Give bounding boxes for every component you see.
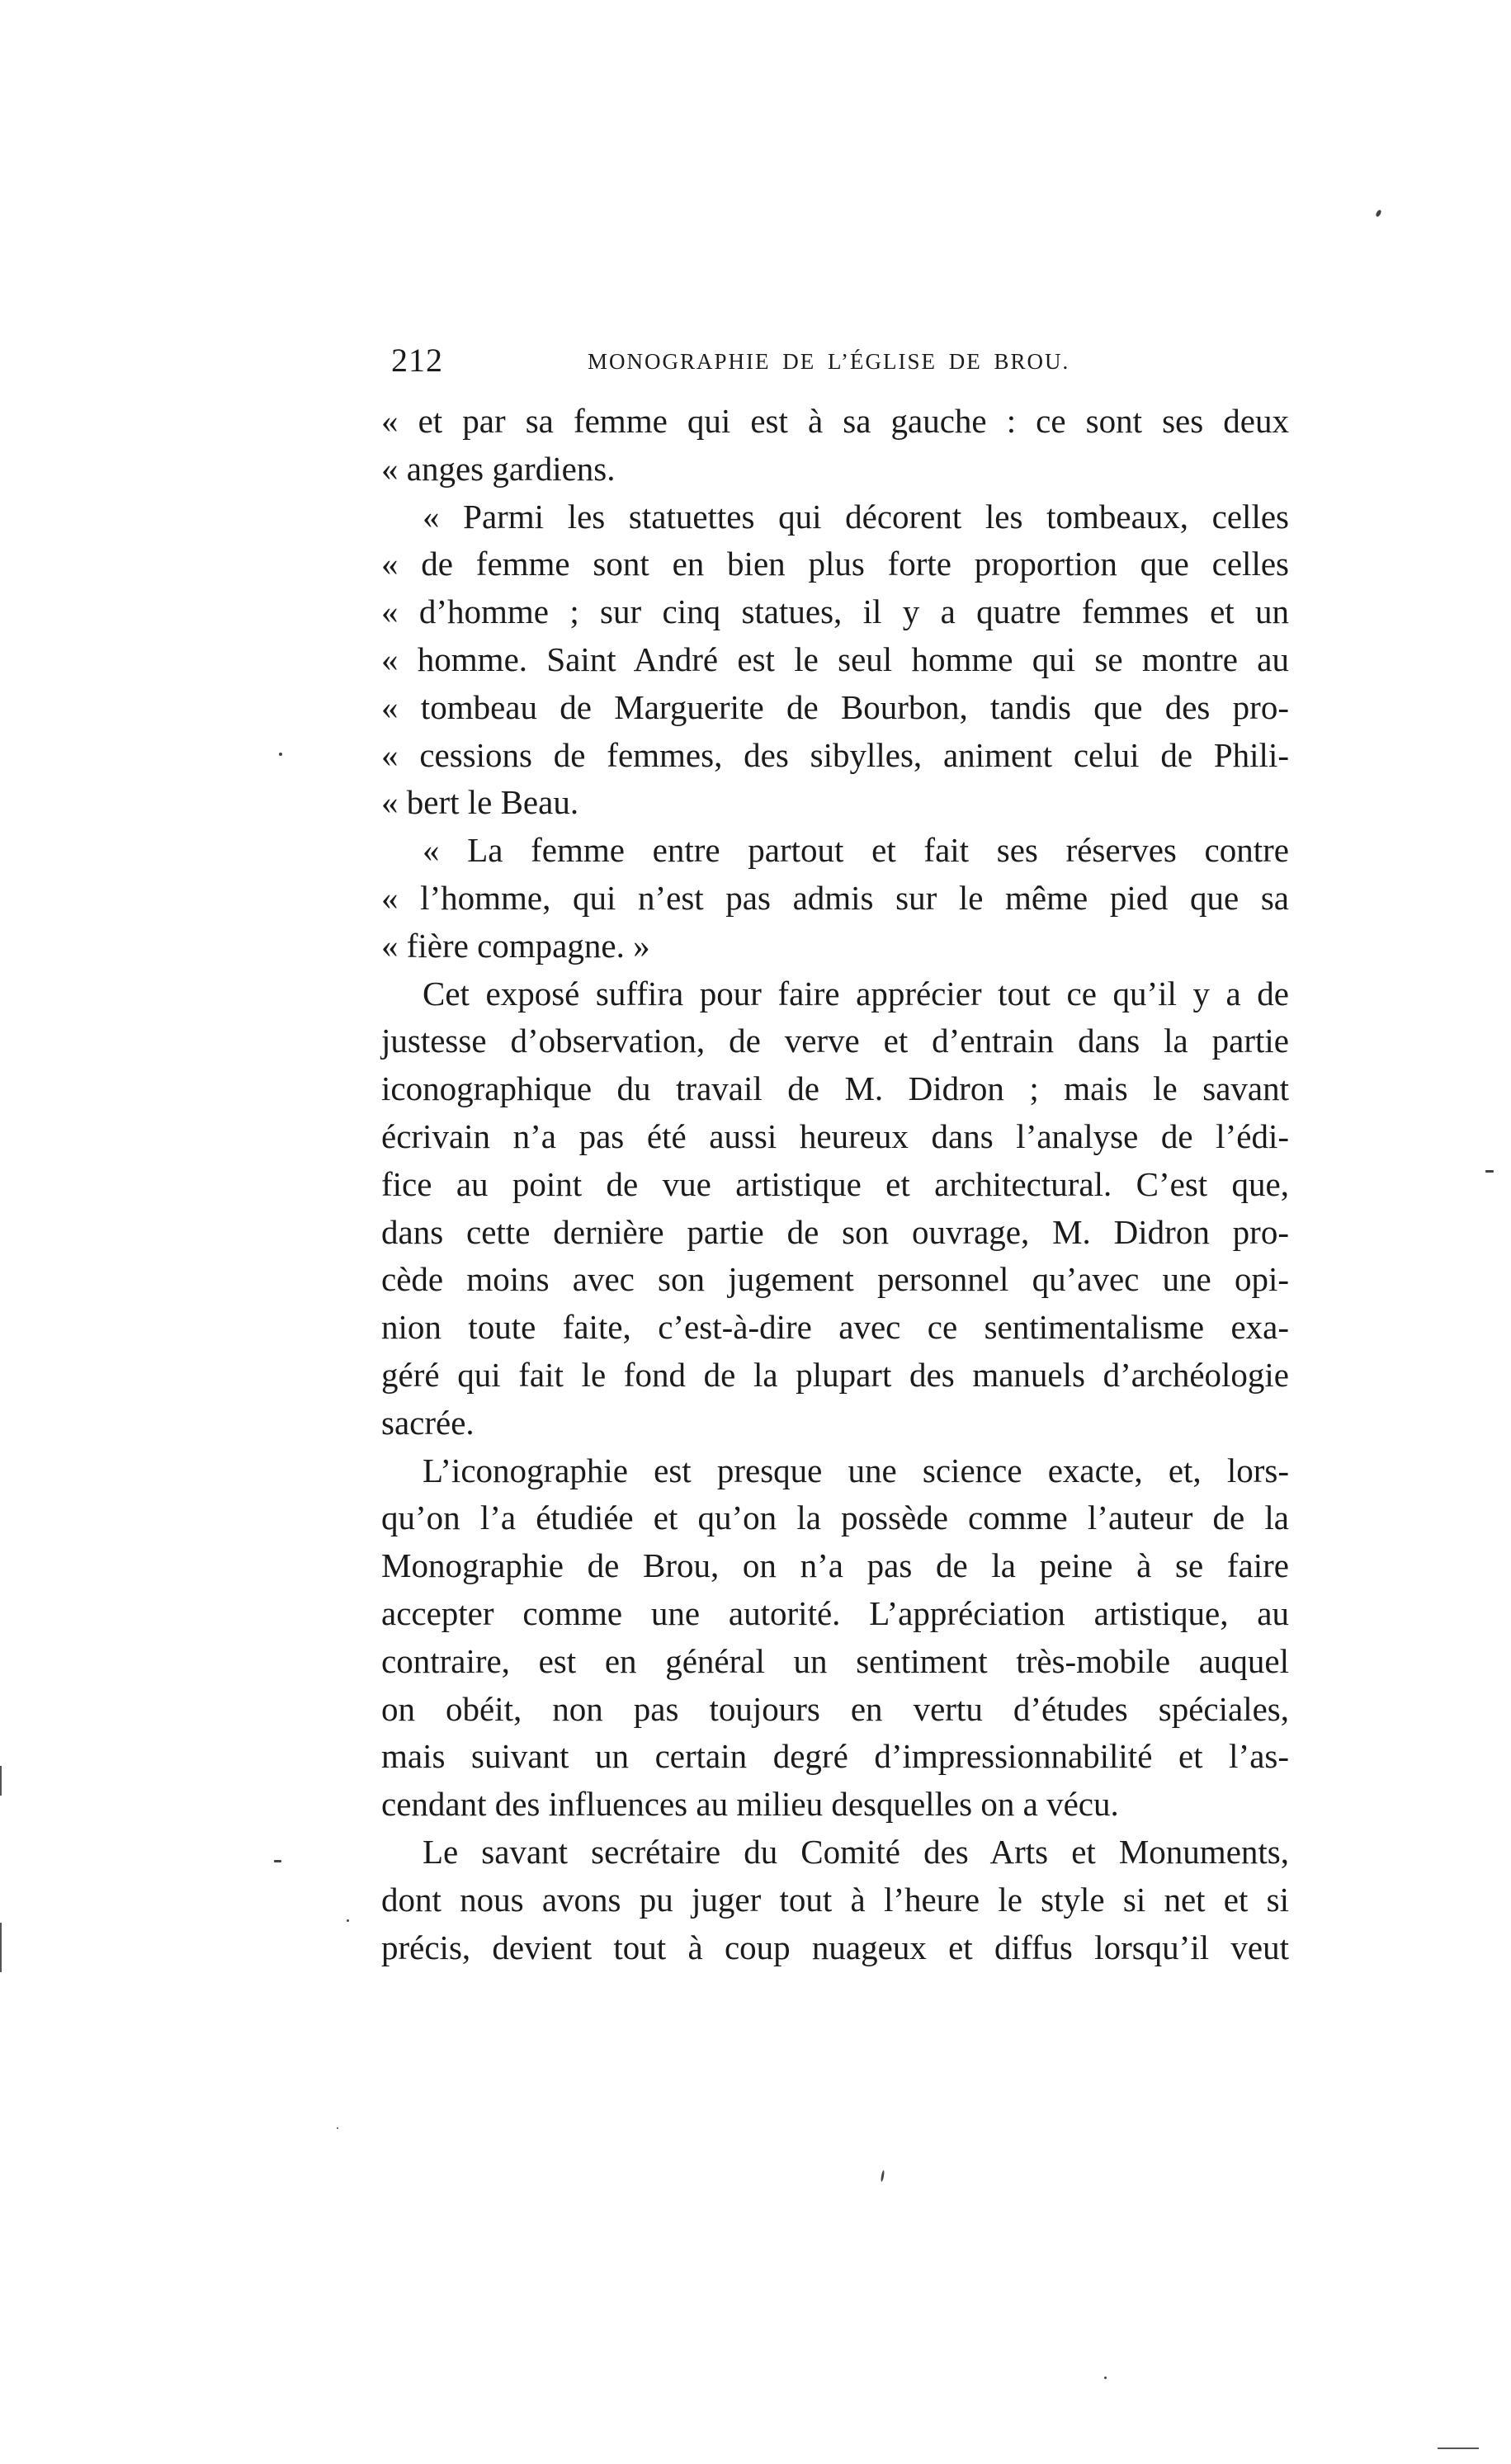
text-line: « cessions de femmes, des sibylles, animent celui de Phili- xyxy=(381,735,1289,774)
text-line: Le savant secrétaire du Comité des Arts et Monuments, xyxy=(423,1832,1289,1871)
scan-speck xyxy=(337,2127,338,2129)
text-line: « anges gardiens. xyxy=(381,449,616,488)
scan-speck xyxy=(881,2170,885,2182)
text-line: mais suivant un certain degré d’impressionnabilité et l’as- xyxy=(381,1737,1289,1776)
text-line: iconographique du travail de M. Didron ; mais le savant xyxy=(381,1069,1289,1108)
text-line: dont nous avons pu juger tout à l’heure le style si net et si xyxy=(381,1880,1289,1919)
text-line: fice au point de vue artistique et architectural. C’est que, xyxy=(381,1164,1289,1203)
text-line: « d’homme ; sur cinq statues, il y a quatre femmes et un xyxy=(381,592,1289,631)
text-line: géré qui fait le fond de la plupart des manuels d’archéologie xyxy=(381,1355,1289,1394)
text-line: « tombeau de Marguerite de Bourbon, tandis que des pro- xyxy=(381,687,1289,726)
edge-mark xyxy=(1438,2447,1479,2449)
text-line: qu’on l’a étudiée et qu’on la possède comme l’auteur de la xyxy=(381,1499,1289,1537)
text-line: « fière compagne. » xyxy=(381,926,650,965)
scan-speck xyxy=(1375,209,1382,217)
text-line: on obéit, non pas toujours en vertu d’études spéciales, xyxy=(381,1689,1289,1728)
text-line: « bert le Beau. xyxy=(381,783,579,822)
text-line: cendant des influences au milieu desquelles on a vécu. xyxy=(381,1785,1119,1824)
text-line: « de femme sont en bien plus forte proportion que celles xyxy=(381,545,1289,583)
text-line: dans cette dernière partie de son ouvrage, M. Didron pro- xyxy=(381,1212,1289,1251)
running-title: MONOGRAPHIE DE L’ÉGLISE DE BROU. xyxy=(588,349,1070,374)
scan-speck xyxy=(347,1919,349,1922)
scan-speck xyxy=(274,1860,281,1862)
text-line: Cet exposé suffira pour faire apprécier tout ce qu’il y a de xyxy=(423,974,1289,1013)
text-line: accepter comme une autorité. L’appréciation artistique, au xyxy=(381,1593,1289,1632)
text-line: Monographie de Brou, on n’a pas de la peine à se faire xyxy=(381,1546,1289,1585)
text-line: contraire, est en général un sentiment très-mobile auquel xyxy=(381,1641,1289,1680)
edge-mark xyxy=(0,1923,2,1972)
text-line: « La femme entre partout et fait ses réserves contre xyxy=(423,831,1289,870)
text-line: L’iconographie est presque une science exacte, et, lors- xyxy=(423,1451,1289,1489)
text-line: précis, devient tout à coup nuageux et diffus lorsqu’il veut xyxy=(381,1928,1289,1966)
text-line: « et par sa femme qui est à sa gauche : ce sont ses deux xyxy=(381,402,1289,440)
text-line: nion toute faite, c’est-à-dire avec ce sentimentalisme exa- xyxy=(381,1308,1289,1347)
scan-speck xyxy=(1485,1170,1494,1173)
scan-speck xyxy=(279,753,282,756)
text-line: justesse d’observation, de verve et d’entrain dans la partie xyxy=(381,1022,1289,1060)
text-line: sacrée. xyxy=(381,1403,475,1442)
running-head xyxy=(391,340,1340,381)
body-text xyxy=(381,398,1289,1971)
text-line: « homme. Saint André est le seul homme qui se montre au xyxy=(381,640,1289,678)
text-line: « Parmi les statuettes qui décorent les tombeaux, celles xyxy=(423,497,1289,536)
edge-mark xyxy=(0,1766,2,1796)
text-line: « l’homme, qui n’est pas admis sur le même pied que sa xyxy=(381,878,1289,917)
scan-speck xyxy=(1104,2377,1107,2379)
page-number: 212 xyxy=(391,342,443,379)
text-line: cède moins avec son jugement personnel qu’avec une opi- xyxy=(381,1260,1289,1299)
text-line: écrivain n’a pas été aussi heureux dans l’analyse de l’édi- xyxy=(381,1116,1289,1155)
